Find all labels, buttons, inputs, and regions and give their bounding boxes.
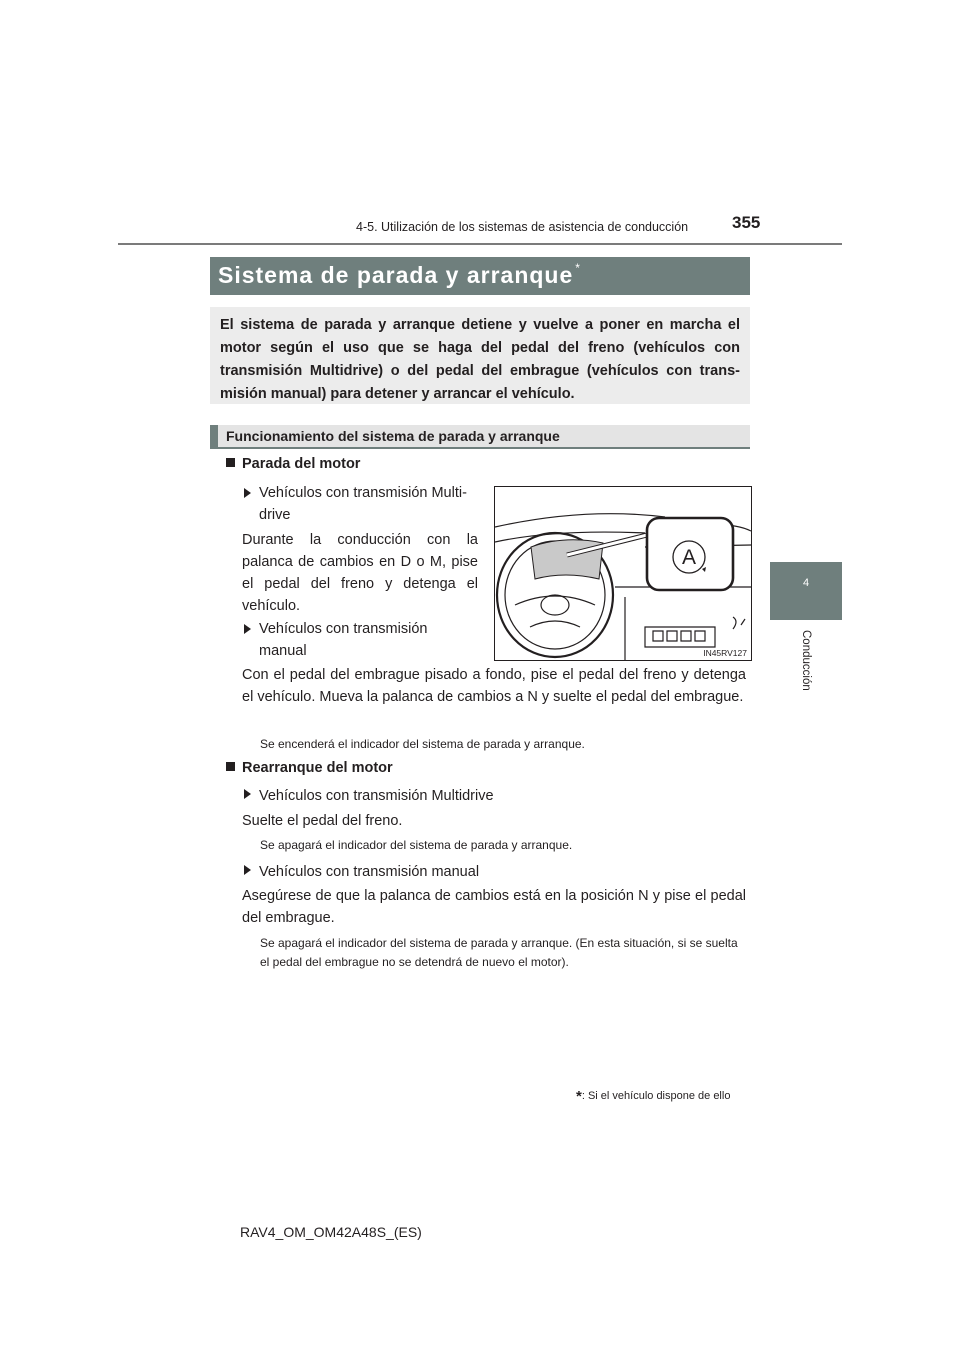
intro-text: El sistema de parada y arranque detiene y vuelve a poner en marcha el motor según el uso que se haga del pedal del freno (vehículos con transmisión Multidrive) o del pedal del embrague (vehículos con transmisión manual) para detener y arrancar el vehículo.: [220, 317, 740, 402]
triangle-bullet-icon: [244, 865, 251, 875]
steering-wheel-illustration: [495, 487, 751, 660]
restart-multidrive-label: [244, 785, 494, 807]
restart-multidrive-text: Suelte el pedal del freno.: [242, 813, 403, 829]
footnote-text: : Si el vehículo dispone de ello: [581, 1090, 731, 1102]
square-bullet-icon: [226, 458, 235, 467]
stop-multidrive-label: [244, 482, 478, 526]
footnote: [576, 1088, 730, 1105]
subheading-accent: [210, 425, 218, 449]
page-title: [218, 261, 581, 289]
restart-manual-label-text: Vehículos con transmisión manual: [259, 864, 480, 880]
figure-code: IN45RV127: [703, 648, 747, 658]
header-section-title: 4-5. Utilización de los sistemas de asistencia de conducción: [356, 220, 689, 234]
restart-heading-text: Rearranque del motor: [242, 760, 393, 776]
restart-manual-text: Asegúrese de que la palanca de cambios está en la posición N y pise el pedal del embrague.: [242, 888, 746, 926]
title-footnote-mark: *: [575, 261, 581, 275]
square-bullet-icon: [226, 762, 235, 771]
page-number: 355: [732, 213, 761, 232]
triangle-bullet-icon: [244, 624, 251, 634]
subheading: Funcionamiento del sistema de parada y arranque: [226, 428, 560, 444]
restart-heading: [226, 760, 393, 776]
chapter-tab-label: Conducción: [800, 630, 812, 691]
restart-manual-label: [244, 861, 479, 883]
triangle-bullet-icon: [244, 789, 251, 799]
document-code: RAV4_OM_OM42A48S_(ES): [240, 1224, 422, 1240]
stop-note: Se encenderá el indicador del sistema de parada y arranque.: [260, 737, 585, 751]
restart-manual-note: Se apagará el indicador del sistema de parada y arranque. (En esta situación, si se suelta el pedal del embrague no se detendrá de nuevo el motor).: [260, 936, 738, 969]
stop-manual-label: [244, 618, 478, 662]
stop-heading-text: Parada del motor: [242, 456, 361, 472]
footnote-mark: *: [576, 1088, 582, 1105]
stop-multidrive-label-text: Vehículos con transmisión Multi-drive: [259, 485, 467, 523]
stop-manual-text: Con el pedal del embrague pisado a fondo, pise el pedal del freno y detenga el vehículo. Mueva la palanca de cambios a N y suelte el pedal del embrague.: [242, 667, 746, 705]
header-rule: [118, 243, 842, 245]
stop-multidrive-text: Durante la conducción con la palanca de cambios en D o M, pise el pedal del freno y detenga el vehículo.: [242, 532, 478, 614]
restart-multidrive-label-text: Vehículos con transmisión Multidrive: [259, 788, 494, 804]
dashboard-illustration: [494, 486, 752, 661]
restart-multidrive-note: Se apagará el indicador del sistema de parada y arranque.: [260, 838, 573, 852]
page-title-text: Sistema de parada y arranque: [218, 262, 574, 288]
chapter-tab: [770, 562, 842, 620]
triangle-bullet-icon: [244, 488, 251, 498]
stop-heading: [226, 456, 360, 472]
callout-letter: A: [681, 546, 697, 569]
stop-manual-label-text: Vehículos con transmisión manual: [259, 621, 428, 659]
chapter-tab-number: 4: [802, 577, 810, 589]
